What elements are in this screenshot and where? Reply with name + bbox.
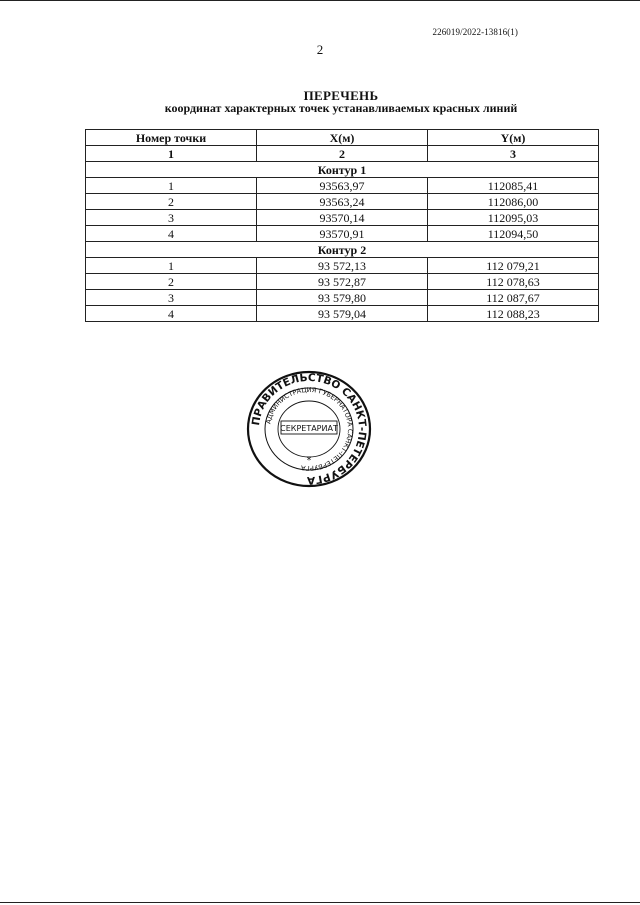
column-index-2: 2 [257,146,428,162]
x-cell: 93570,14 [257,210,428,226]
stamp-center-text: СЕКРЕТАРИАТ [280,424,338,433]
table-row [86,178,599,194]
y-cell: 112 087,67 [428,290,599,306]
page-number: 2 [316,42,324,57]
x-cell: 93 572,13 [257,258,428,274]
section-row-contour-2 [86,242,599,258]
column-index-3: 3 [428,146,599,162]
table-row [86,258,599,274]
document-title: ПЕРЕЧЕНЬ [303,88,379,103]
table-row [86,274,599,290]
section-label: Контур 1 [86,162,599,178]
y-cell: 112086,00 [428,194,599,210]
stamp-inner-text: АДМИНИСТРАЦИЯ ГУБЕРНАТОРА САНКТ-ПЕТЕРБУРГА [264,385,355,473]
stamp-graphic [245,370,373,488]
table-row [86,194,599,210]
y-cell: 112095,03 [428,210,599,226]
document-number: 226019/2022-13816(1) [432,27,518,37]
y-cell: 112 088,23 [428,306,599,322]
point-number-cell: 2 [86,274,257,290]
bottom-scan-edge [0,902,640,903]
x-cell: 93 572,87 [257,274,428,290]
x-cell: 93 579,80 [257,290,428,306]
point-number-cell: 4 [86,226,257,242]
x-cell: 93563,24 [257,194,428,210]
table-row [86,226,599,242]
y-cell: 112085,41 [428,178,599,194]
y-cell: 112 078,63 [428,274,599,290]
point-number-cell: 1 [86,258,257,274]
point-number-cell: 2 [86,194,257,210]
stamp-star-icon: * [306,456,312,466]
stamp-outer-text: ПРАВИТЕЛЬСТВО САНКТ-ПЕТЕРБУРГА [250,371,369,487]
section-row-contour-1 [86,162,599,178]
table-row [86,210,599,226]
column-header-x: X(м) [257,130,428,146]
point-number-cell: 3 [86,290,257,306]
column-index-row [86,146,599,162]
section-label: Контур 2 [86,242,599,258]
x-cell: 93563,97 [257,178,428,194]
top-scan-edge [0,0,640,1]
x-cell: 93570,91 [257,226,428,242]
column-index-1: 1 [86,146,257,162]
y-cell: 112094,50 [428,226,599,242]
point-number-cell: 1 [86,178,257,194]
column-header-y: Y(м) [428,130,599,146]
point-number-cell: 3 [86,210,257,226]
table-row [86,306,599,322]
table-row [86,290,599,306]
y-cell: 112 079,21 [428,258,599,274]
table-header-row [86,130,599,146]
document-subtitle: координат характерных точек устанавливаемых красных линий [164,101,518,115]
coordinates-table [85,129,599,322]
column-header-point-number: Номер точки [86,130,257,146]
point-number-cell: 4 [86,306,257,322]
official-stamp [245,370,373,488]
x-cell: 93 579,04 [257,306,428,322]
